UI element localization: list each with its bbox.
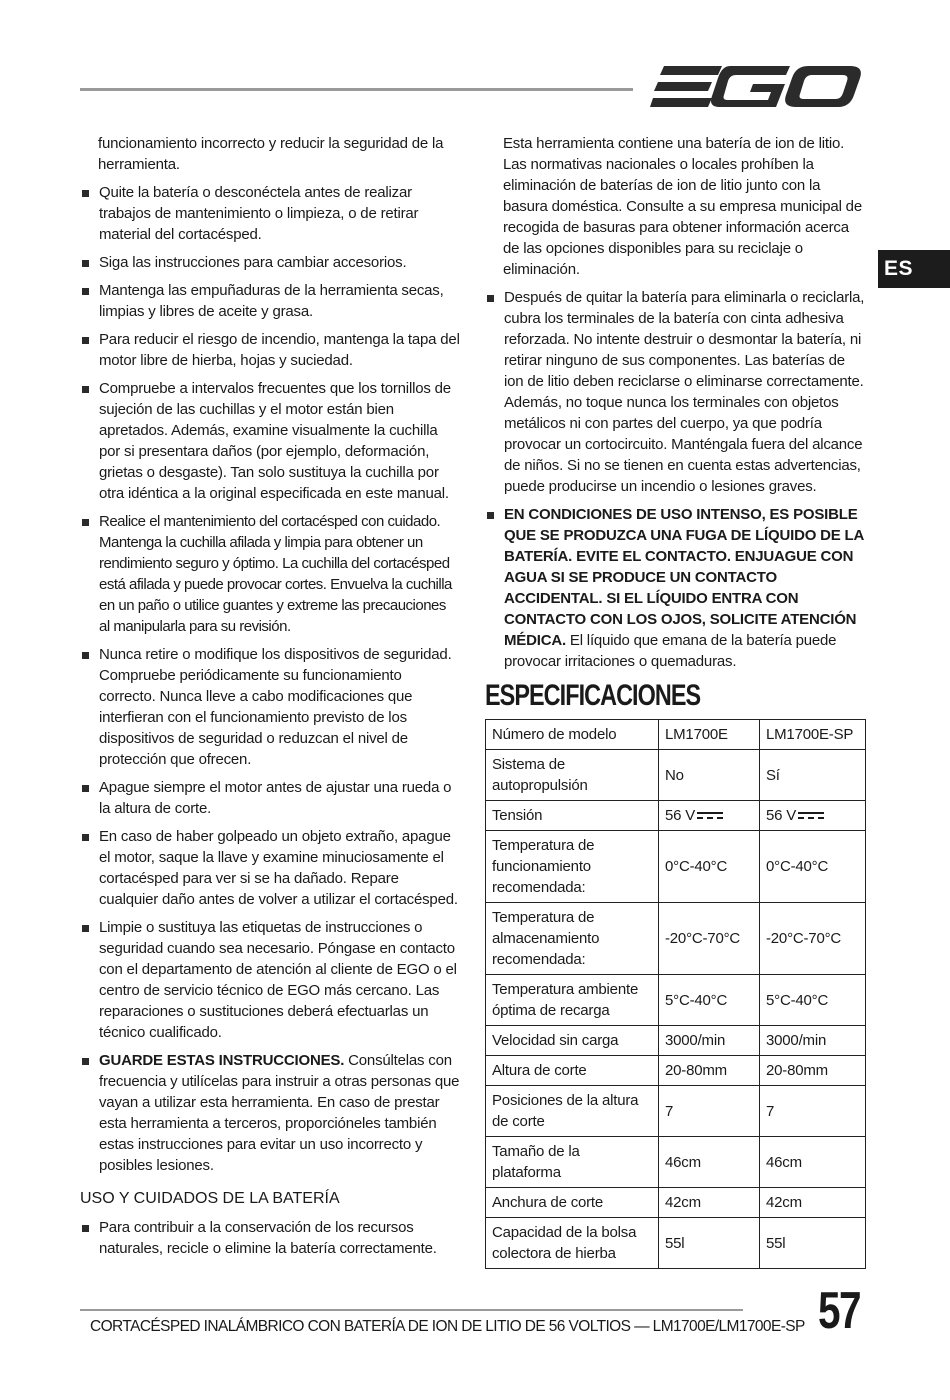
language-tab: ES (878, 250, 950, 288)
intro-continuation: funcionamiento incorrecto y reducir la seguridad de la herramienta. (98, 135, 444, 173)
spec-value-lm1700e (659, 903, 760, 975)
page-number: 57 (818, 1282, 860, 1340)
spec-value-lm1700e-sp-text: 7 (766, 1102, 775, 1120)
spec-value-lm1700e (659, 1218, 760, 1269)
list-item: Nunca retire o modifique los dispositivos de seguridad. Compruebe periódicamente su funcionamiento correcto. Nunca lleve a cabo modificaciones que interfieran con el funcionamiento previsto de los dispositivos de seguridad o reduzcan el nivel de protección que ofrecen. (80, 644, 460, 770)
spec-value-lm1700e-sp-text: -20°C-70°C (766, 930, 842, 947)
spec-label-text: Altura de corte (492, 1062, 587, 1079)
spec-label (486, 750, 659, 801)
spec-label (486, 1056, 659, 1086)
spec-label-text: Capacidad de la bolsa colectora de hierba (492, 1224, 637, 1262)
spec-value-lm1700e-text: 0°C-40°C (665, 858, 728, 875)
dc-current-icon (697, 811, 723, 821)
spec-value-lm1700e (659, 1086, 760, 1137)
spec-label-text: Sistema de autopropulsión (492, 756, 588, 794)
spec-value-lm1700e (659, 975, 760, 1026)
spec-value-lm1700e-sp (760, 720, 866, 750)
spec-value-lm1700e-sp-text: 55l (766, 1234, 786, 1252)
table-row (486, 903, 866, 975)
list-item: Para reducir el riesgo de incendio, mantenga la tapa del motor libre de hierba, hojas y suciedad. (80, 329, 460, 371)
list-item: Siga las instrucciones para cambiar accesorios. (80, 252, 460, 273)
save-instructions-text: Consúltelas con frecuencia y utilícelas para instruir a otras personas que vayan a utilizar esta herramienta. En caso de prestar esta herramienta a terceros, proporcióneles también estas instrucciones para evitar un uso incorrecto y posibles lesiones. (99, 1052, 460, 1174)
spec-label-text: Tensión (492, 807, 543, 824)
spec-value-lm1700e (659, 750, 760, 801)
battery-continuation: Esta herramienta contiene una batería de ion de litio. Las normativas nacionales o locales prohíben la eliminación de baterías de ion de litio junto con la basura doméstica. Consulte a su empresa municipal de recogida de basuras para obtener información acerca de las opciones disponibles para su reciclaje o eliminación. (503, 135, 862, 278)
spec-label-text: Tamaño de la plataforma (492, 1143, 580, 1181)
spec-value-lm1700e-text: No (665, 766, 684, 784)
table-row (486, 1086, 866, 1137)
spec-value-lm1700e-sp (760, 1218, 866, 1269)
list-item: Para contribuir a la conservación de los recursos naturales, recicle o elimine la batería correctamente. (80, 1217, 460, 1259)
list-item: En caso de haber golpeado un objeto extraño, apague el motor, saque la llave y examine minuciosamente el cortacésped para ver si se ha dañado. Repare cualquier daño antes de volver a utilizar el cortacésped. (80, 826, 460, 910)
spec-label-text: Número de modelo (492, 726, 617, 743)
spec-value-lm1700e-sp (760, 750, 866, 801)
spec-value-lm1700e-sp-text: 0°C-40°C (766, 858, 829, 875)
right-column (485, 133, 867, 1269)
table-row (486, 975, 866, 1026)
spec-label-text: Anchura de corte (492, 1194, 604, 1211)
table-row (486, 801, 866, 831)
spec-label (486, 975, 659, 1026)
spec-value-lm1700e-sp-text: Sí (766, 766, 780, 784)
spec-value-lm1700e-sp (760, 1188, 866, 1218)
spec-value-lm1700e-sp-text: 46cm (766, 1153, 802, 1171)
spec-value-lm1700e-sp-text: LM1700E-SP (766, 726, 854, 743)
spec-value-lm1700e-sp (760, 903, 866, 975)
spec-value-lm1700e-text: 3000/min (665, 1032, 726, 1049)
header-rule (80, 88, 633, 91)
spec-label-text: Posiciones de la altura de corte (492, 1092, 639, 1130)
spec-value-lm1700e-text: 42cm (665, 1194, 701, 1211)
left-column (80, 133, 460, 1266)
list-item: Mantenga las empuñaduras de la herramienta secas, limpias y libres de aceite y grasa. (80, 280, 460, 322)
spec-value-lm1700e-sp-text: 20-80mm (766, 1062, 828, 1079)
list-item: Apague siempre el motor antes de ajustar una rueda o la altura de corte. (80, 777, 460, 819)
spec-label (486, 1188, 659, 1218)
spec-value-lm1700e (659, 1137, 760, 1188)
spec-label (486, 801, 659, 831)
footer-rule (80, 1309, 743, 1311)
spec-value-lm1700e (659, 1026, 760, 1056)
ego-logo (650, 62, 862, 112)
table-row (486, 1026, 866, 1056)
spec-value-lm1700e-sp-text: 42cm (766, 1194, 802, 1211)
spec-value-lm1700e-sp-text: 56 V (766, 807, 797, 824)
list-item: Después de quitar la batería para eliminarla o reciclarla, cubra los terminales de la batería con cinta adhesiva reforzada. No intente destruir o desmontar la batería, ni retirar ninguno de sus componentes. Las baterías de ion de litio deben reciclarse o eliminarse correctamente. Además, no toque nunca los terminales con objetos metálicos ni con partes del cuerpo, ya que podría provocar un cortocircuito. Manténgala fuera del alcance de niños. Si no se tienen en cuenta estas advertencias, puede producirse un incendio o lesiones graves. (485, 287, 867, 497)
spec-value-lm1700e-sp (760, 975, 866, 1026)
spec-value-lm1700e (659, 720, 760, 750)
spec-label (486, 1086, 659, 1137)
spec-value-lm1700e-sp (760, 1137, 866, 1188)
spec-value-lm1700e-text: LM1700E (665, 726, 728, 743)
spec-value-lm1700e-text: 7 (665, 1102, 674, 1120)
spec-value-lm1700e-text: 55l (665, 1234, 685, 1252)
spec-value-lm1700e-sp (760, 801, 866, 831)
spec-value-lm1700e (659, 831, 760, 903)
spec-value-lm1700e-sp (760, 831, 866, 903)
list-item: Limpie o sustituya las etiquetas de instrucciones o seguridad cuando sea necesario. Póngase en contacto con el departamento de atención al cliente de EGO o el centro de servicio técnico de EGO más cercano. Las reparaciones o sustituciones deberá efectuarlas un técnico cualificado. (80, 917, 460, 1043)
spec-value-lm1700e-text: 5°C-40°C (665, 991, 728, 1009)
spec-table (485, 719, 866, 1269)
spec-label (486, 720, 659, 750)
spec-value-lm1700e-text: 56 V (665, 807, 696, 824)
save-instructions-item (80, 1050, 460, 1176)
spec-value-lm1700e-sp (760, 1056, 866, 1086)
spec-value-lm1700e (659, 1188, 760, 1218)
spec-value-lm1700e-sp (760, 1026, 866, 1056)
footer-text: CORTACÉSPED INALÁMBRICO CON BATERÍA DE ION DE LITIO DE 56 VOLTIOS — LM1700E/LM1700E-SP (90, 1318, 805, 1335)
spec-value-lm1700e-sp (760, 1086, 866, 1137)
dc-current-icon (798, 811, 824, 821)
save-instructions-bold: GUARDE ESTAS INSTRUCCIONES. (99, 1052, 345, 1069)
spec-value-lm1700e-sp-text: 3000/min (766, 1032, 827, 1049)
spec-value-lm1700e (659, 1056, 760, 1086)
spec-value-lm1700e-text: 20-80mm (665, 1062, 727, 1079)
spec-value-lm1700e-text: -20°C-70°C (665, 930, 741, 947)
spec-label-text: Velocidad sin carga (492, 1032, 619, 1049)
spec-label-text: Temperatura de almacenamiento recomendada: (492, 909, 600, 968)
warning-text: El líquido que emana de la batería puede provocar irritaciones o quemaduras. (504, 632, 837, 670)
battery-leak-warning (485, 504, 867, 672)
spec-label-text: Temperatura ambiente óptima de recarga (492, 981, 639, 1019)
spec-value-lm1700e (659, 801, 760, 831)
table-row (486, 1056, 866, 1086)
spec-label (486, 1218, 659, 1269)
spec-label (486, 831, 659, 903)
spec-label-text: Temperatura de funcionamiento recomendada: (492, 837, 595, 896)
table-row (486, 720, 866, 750)
table-row (486, 831, 866, 903)
table-row (486, 750, 866, 801)
warning-bold: EN CONDICIONES DE USO INTENSO, ES POSIBLE QUE SE PRODUZCA UNA FUGA DE LÍQUIDO DE LA BATERÍA. EVITE EL CONTACTO. ENJUAGUE CON AGUA SI SE PRODUCE UN CONTACTO ACCIDENTAL. SI EL LÍQUIDO ENTRA CON CONTACTO CON LOS OJOS, SOLICITE ATENCIÓN MÉDICA. (504, 506, 864, 649)
spec-label (486, 903, 659, 975)
table-row (486, 1218, 866, 1269)
spec-title: ESPECIFICACIONES (485, 679, 701, 712)
list-item: Quite la batería o desconéctela antes de realizar trabajos de mantenimiento o limpieza, o de retirar material del cortacésped. (80, 182, 460, 245)
spec-label (486, 1137, 659, 1188)
spec-label (486, 1026, 659, 1056)
spec-value-lm1700e-sp-text: 5°C-40°C (766, 991, 829, 1009)
list-item: Realice el mantenimiento del cortacésped con cuidado. Mantenga la cuchilla afilada y limpia para obtener un rendimiento seguro y óptimo. La cuchilla del cortacésped está afilada y puede provocar cortes. Envuelva la cuchilla en un paño o utilice guantes y extreme las precauciones al manipularla para su revisión. (80, 511, 460, 637)
list-item: Compruebe a intervalos frecuentes que los tornillos de sujeción de las cuchillas y el motor están bien apretados. Además, examine visualmente la cuchilla por si presentara daños (por ejemplo, deformación, grietas o desgaste). Tan solo sustituya la cuchilla por otra idéntica a la original especificada en este manual. (80, 378, 460, 504)
table-row (486, 1188, 866, 1218)
battery-section-heading: USO Y CUIDADOS DE LA BATERÍA (80, 1190, 340, 1207)
table-row (486, 1137, 866, 1188)
spec-value-lm1700e-text: 46cm (665, 1153, 701, 1171)
